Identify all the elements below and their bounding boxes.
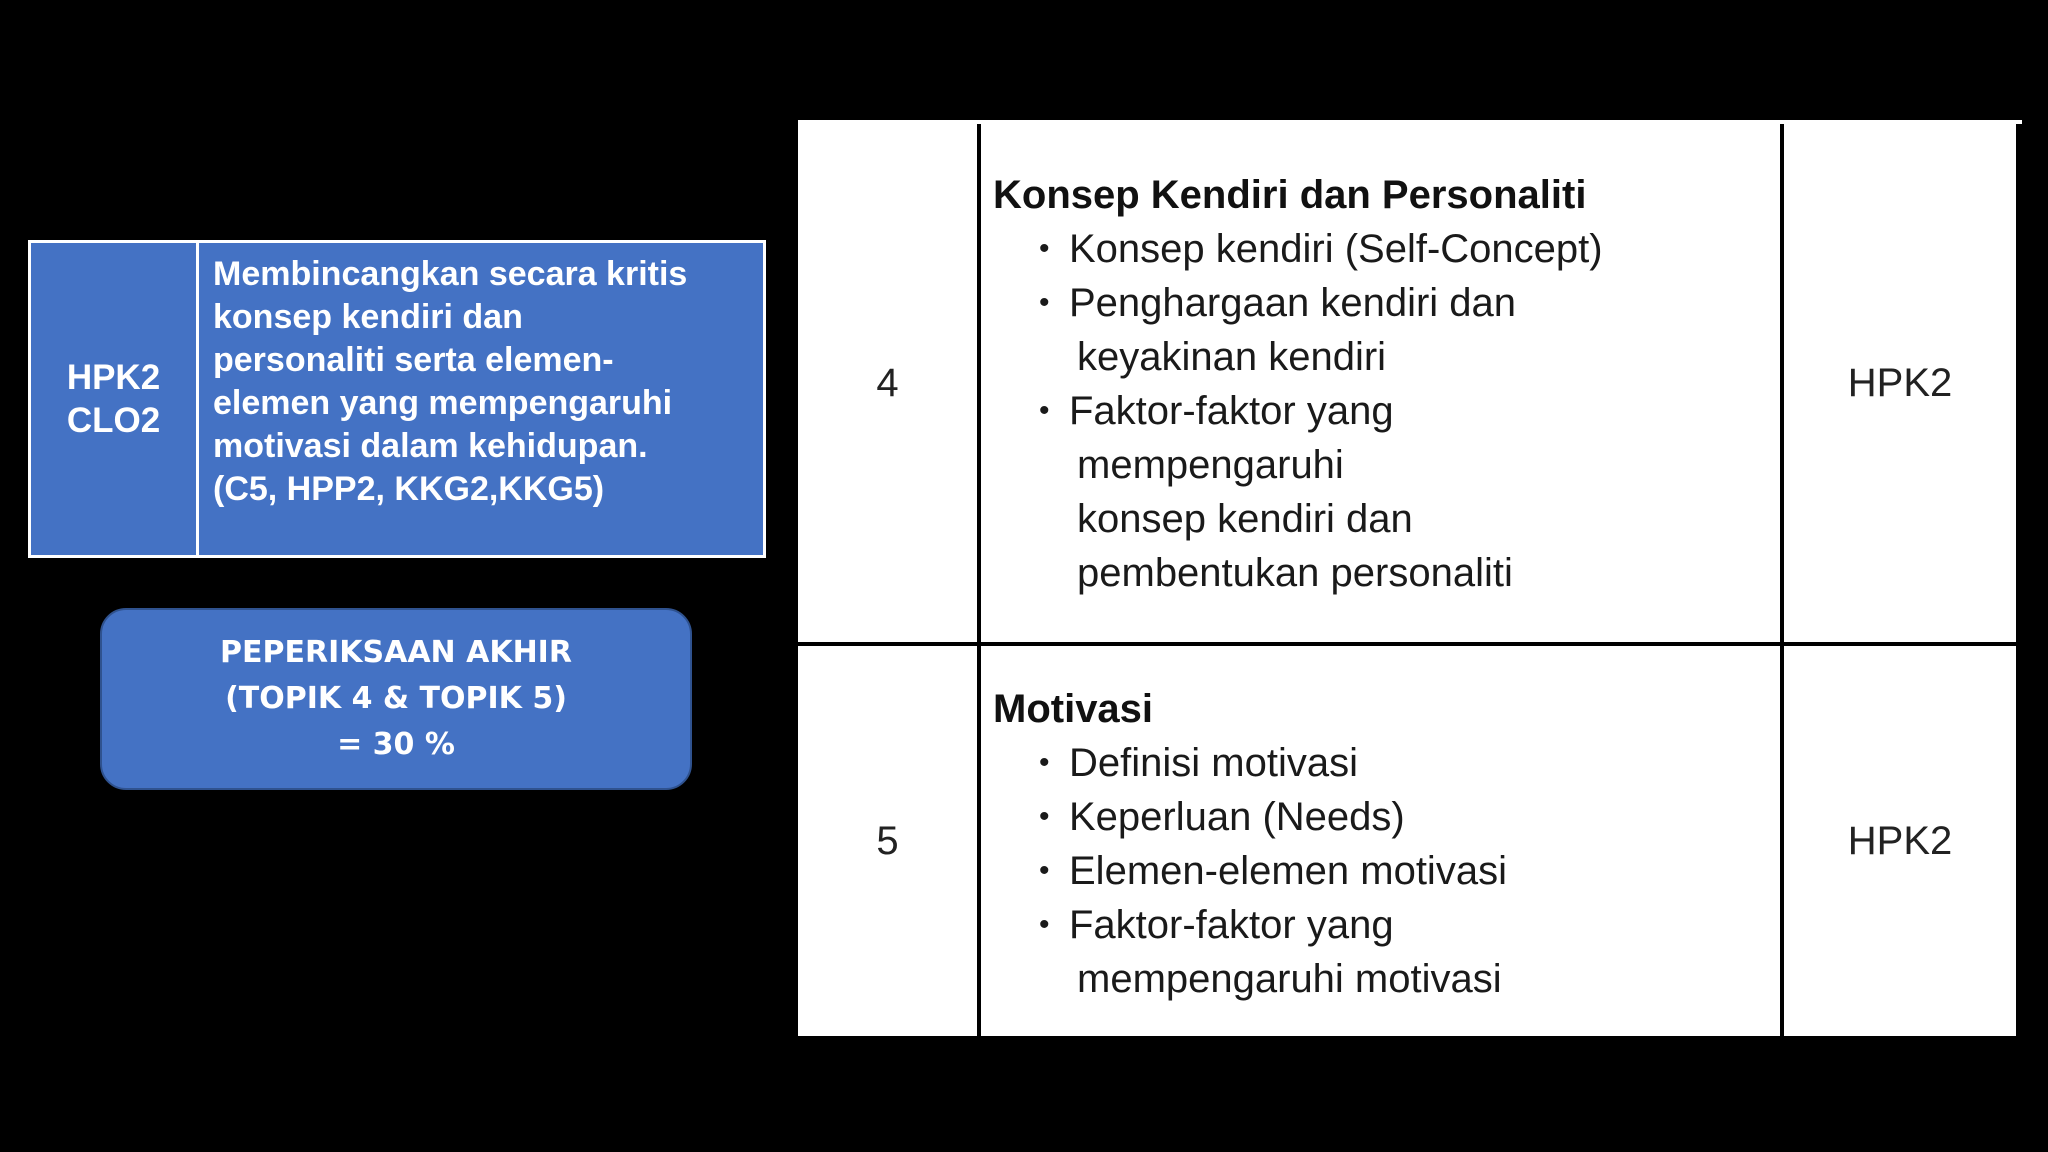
outcome-code-cell (31, 243, 199, 555)
final-exam-box (100, 608, 692, 790)
topic-number-cell (798, 124, 981, 642)
subtopic-text: Faktor-faktor yang (1069, 903, 1394, 947)
exam-weight: = 30 % (337, 727, 455, 762)
list-item (993, 736, 1780, 790)
exam-title: PEPERIKSAAN AKHIR (220, 635, 572, 670)
list-item (993, 844, 1780, 898)
outcome-description-line: konsep kendiri dan (213, 298, 523, 336)
outcome-description-line: personaliti serta elemen- (213, 341, 614, 379)
list-item (993, 384, 1780, 600)
learning-outcome-table (28, 240, 766, 558)
bullet-icon: • (1039, 746, 1050, 779)
hpk-cell (1784, 646, 2022, 1036)
bullet-icon: • (1039, 232, 1050, 265)
outcome-code-line2: CLO2 (66, 401, 161, 440)
subtopic-text: Elemen-elemen motivasi (1069, 849, 1507, 893)
subtopic-continuation: mempengaruhi motivasi (1077, 957, 1502, 1001)
topic-content-cell (981, 646, 1784, 1036)
exam-topics: (TOPIK 4 & TOPIK 5) (225, 681, 567, 716)
subtopic-text: Penghargaan kendiri dan (1069, 281, 1517, 325)
list-item (993, 222, 1780, 276)
table-row (798, 124, 2022, 646)
list-item (993, 898, 1780, 1006)
subtopic-continuation: mempengaruhi (1077, 443, 1344, 487)
subtopic-text: Definisi motivasi (1069, 741, 1358, 785)
hpk-code: HPK2 (1847, 360, 1953, 405)
syllabus-table (790, 112, 2022, 1040)
outcome-description-cell (199, 243, 763, 555)
topic-number-cell (798, 646, 981, 1036)
topic-title: Motivasi (993, 687, 1154, 731)
topic-number: 4 (876, 360, 899, 405)
subtopic-continuation: pembentukan personaliti (1077, 551, 1513, 595)
topic-content-cell (981, 124, 1784, 642)
bullet-icon: • (1039, 854, 1050, 887)
outcome-description-line: Membincangkan secara kritis (213, 255, 688, 293)
outcome-description-line: elemen yang mempengaruhi (213, 384, 673, 422)
outcome-code-line1: HPK2 (66, 358, 161, 397)
subtopic-list (993, 222, 1780, 600)
subtopic-continuation: konsep kendiri dan (1077, 497, 1413, 541)
subtopic-continuation: keyakinan kendiri (1077, 335, 1387, 379)
subtopic-text: Faktor-faktor yang (1069, 389, 1394, 433)
subtopic-list (993, 736, 1780, 1006)
outcome-description-line: motivasi dalam kehidupan. (213, 427, 648, 465)
list-item (993, 276, 1780, 384)
bullet-icon: • (1039, 800, 1050, 833)
outcome-description-line: (C5, HPP2, KKG2,KKG5) (213, 470, 605, 508)
table-row (798, 646, 2022, 1040)
bullet-icon: • (1039, 908, 1050, 941)
hpk-code: HPK2 (1847, 818, 1953, 863)
hpk-cell (1784, 124, 2022, 642)
topic-title: Konsep Kendiri dan Personaliti (993, 173, 1587, 217)
bullet-icon: • (1039, 286, 1050, 319)
subtopic-text: Keperluan (Needs) (1069, 795, 1405, 839)
topic-number: 5 (876, 818, 899, 863)
subtopic-text: Konsep kendiri (Self-Concept) (1069, 227, 1603, 271)
list-item (993, 790, 1780, 844)
bullet-icon: • (1039, 394, 1050, 427)
